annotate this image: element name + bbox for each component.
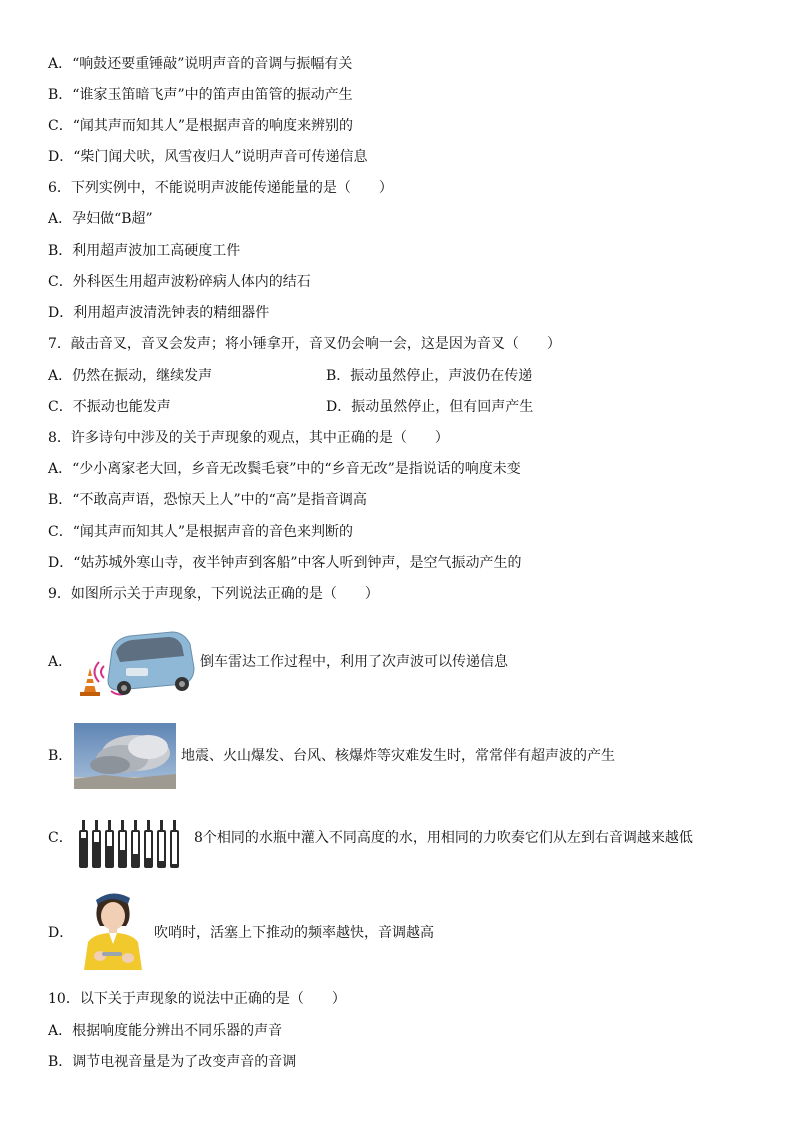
q6-option-c: C．外科医生用超声波粉碎病人体内的结石 [48, 274, 311, 290]
q9-option-a-text: 倒车雷达工作过程中，利用了次声波可以传递信息 [200, 654, 508, 670]
q5-option-c: C．“闻其声而知其人”是根据声音的响度来辨别的 [48, 118, 354, 134]
q9-option-b-text: 地震、火山爆发、台风、核爆炸等灾难发生时，常常伴有超声波的产生 [181, 748, 615, 764]
q9-stem: 9．如图所示关于声现象，下列说法正确的是（ ） [48, 586, 379, 602]
girl-whistle-image [76, 888, 150, 970]
q6-option-b: B．利用超声波加工高硬度工件 [48, 243, 241, 259]
q9-option-b-label: B． [48, 748, 73, 764]
q9-option-c-label: C． [48, 830, 73, 846]
q6-option-a: A．孕妇做“B超” [48, 211, 153, 227]
q10-option-b: B．调节电视音量是为了改变声音的音调 [48, 1054, 297, 1070]
volcano-cloud-image [74, 723, 176, 789]
q6-option-d: D．利用超声波清洗钟表的精细器件 [48, 305, 270, 321]
q7-stem: 7．敲击音叉，音叉会发声；将小锤拿开，音叉仍会响一会，这是因为音叉（ ） [48, 336, 561, 352]
q9-option-a-label: A． [48, 654, 73, 670]
q7-option-b: B．振动虽然停止，声波仍在传递 [326, 368, 533, 384]
q8-option-a: A．“少小离家老大回，乡音无改鬓毛衰”中的“乡音无改”是指说话的响度未变 [48, 461, 521, 477]
q9-option-d-text: 吹哨时，活塞上下推动的频率越快，音调越高 [154, 925, 434, 941]
q8-option-d: D．“姑苏城外寒山寺，夜半钟声到客船”中客人听到钟声，是空气振动产生的 [48, 555, 522, 571]
car-radar-image [74, 628, 196, 700]
q7-option-c: C．不振动也能发声 [48, 399, 171, 415]
q8-option-b: B．“不敢高声语，恐惊天上人”中的“高”是指音调高 [48, 492, 367, 508]
q10-option-a: A．根据响度能分辨出不同乐器的声音 [48, 1023, 283, 1039]
q10-stem: 10．以下关于声现象的说法中正确的是（ ） [48, 991, 346, 1007]
q5-option-b: B．“谁家玉笛暗飞声”中的笛声由笛管的振动产生 [48, 87, 353, 103]
q9-option-d-label: D． [48, 925, 74, 941]
q8-stem: 8．许多诗句中涉及的关于声现象的观点，其中正确的是（ ） [48, 430, 449, 446]
q5-option-a: A．“响鼓还要重锤敲”说明声音的音调与振幅有关 [48, 56, 353, 72]
water-bottles-image [78, 820, 188, 870]
q7-option-a: A．仍然在振动，继续发声 [48, 368, 213, 384]
q7-option-d: D．振动虽然停止，但有回声产生 [326, 399, 534, 415]
q8-option-c: C．“闻其声而知其人”是根据声音的音色来判断的 [48, 524, 354, 540]
q5-option-d: D．“柴门闻犬吠，风雪夜归人”说明声音可传递信息 [48, 149, 368, 165]
q6-stem: 6．下列实例中，不能说明声波能传递能量的是（ ） [48, 180, 393, 196]
q9-option-c-text: 8个相同的水瓶中灌入不同高度的水，用相同的力吹奏它们从左到右音调越来越低 [194, 830, 693, 846]
